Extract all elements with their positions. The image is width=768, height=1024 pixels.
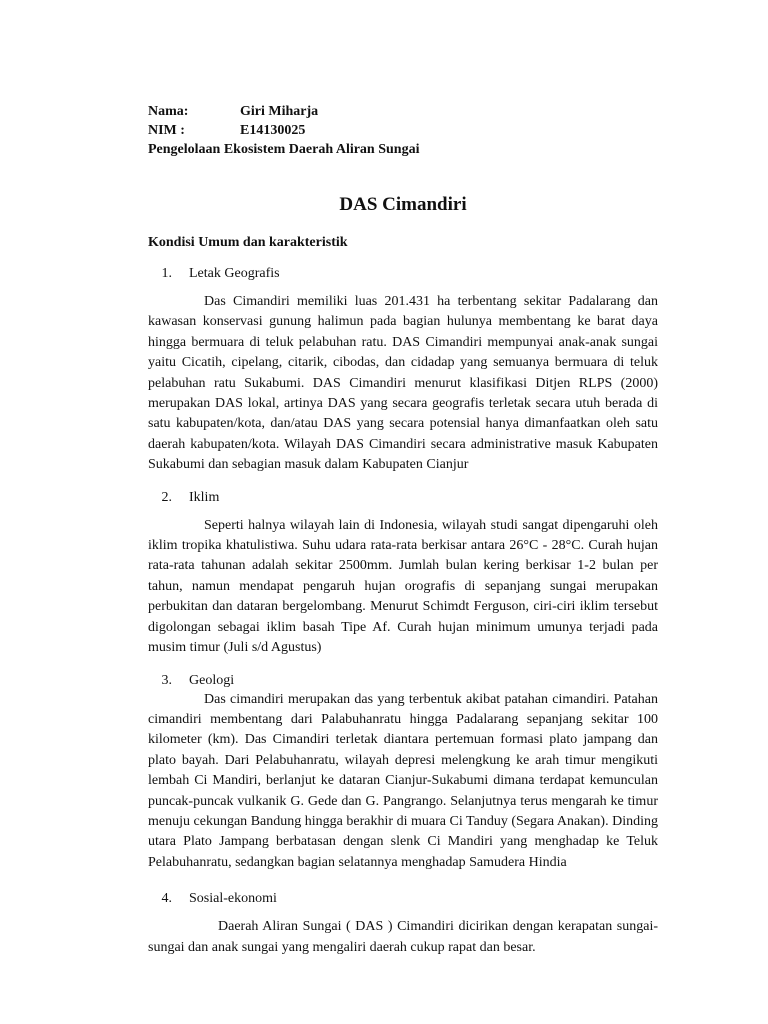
list-item-number: 2. <box>161 489 172 505</box>
paragraph-letak-geografis: Das Cimandiri memiliki luas 201.431 ha terbentang sekitar Padalarang dan kawasan konservasi gunung halimun pada bagian hulunya membentang ke barat daya hingga bermuara di teluk pelabuhan ratu. DAS Cimandiri mempunyai anak-anak sungai yaitu Cicatih, cipelang, citarik, cibodas, dan cidadap yang semuanya bermuara di teluk pelabuhan ratu Sukabumi. DAS Cimandiri menurut klasifikasi Ditjen RLPS (2000) merupakan DAS lokal, artinya DAS yang secara geografis terletak secara utuh berada di satu kabupaten/kota, dan/atau DAS yang secara potensial hanya dimanfaatkan oleh satu daerah kabupaten/kota. Wilayah DAS Cimandiri secara administrative masuk Kabupaten Sukabumi dan sebagian masuk dalam Kabupaten Cianjur <box>148 294 658 473</box>
course-title: Pengelolaan Ekosistem Daerah Aliran Sungai <box>148 142 420 157</box>
name-label: Nama: <box>148 104 189 119</box>
list-item-iklim <box>148 488 658 507</box>
list-item-letak-geografis <box>148 264 658 283</box>
name-value: Giri Miharja <box>240 104 319 119</box>
list-item-label: Letak Geografis <box>189 266 280 281</box>
paragraph-sosial-ekonomi: Daerah Aliran Sungai ( DAS ) Cimandiri dicirikan dengan kerapatan sungai-sungai dan anak sungai yang mengaliri daerah cukup rapat dan besar. <box>148 919 658 955</box>
paragraph-iklim: Seperti halnya wilayah lain di Indonesia, wilayah studi sangat dipengaruhi oleh iklim tropika khatulistiwa. Suhu udara rata-rata berkisar antara 26°C - 28°C. Curah hujan rata-rata tahunan adalah sekitar 2500mm. Jumlah bulan kering berkisar 1-2 bulan per tahun, namun mendapat pengaruh hujan orografis di sepanjang sungai merupakan perbukitan dan dataran bergelombang. Menurut Schimdt Ferguson, ciri-ciri iklim tersebut digolongan sebagai iklim basah Tipe Af. Curah hujan minimum umunya terjadi pada musim timur (Juli s/d Agustus) <box>148 517 658 656</box>
name-row <box>148 102 658 121</box>
list-item-label: Sosial-ekonomi <box>189 891 277 907</box>
list-item-label: Iklim <box>189 489 220 505</box>
list-item-geologi <box>148 671 658 690</box>
document-page <box>148 102 658 958</box>
document-title: DAS Cimandiri <box>339 194 467 215</box>
list-item-sosial-ekonomi <box>148 889 658 908</box>
paragraph-geologi: Das cimandiri merupakan das yang terbentuk akibat patahan cimandiri. Patahan cimandiri membentang dari Palabuhanratu hingga Padalarang sepanjang sekitar 100 kilometer (km). Das Cimandiri terletak diantara pertemuan formasi plato jampang dan plato bayah. Dari Pelabuhanratu, wilayah depresi melengkung ke arah timur mengikuti lembah Ci Mandiri, berlanjut ke dataran Cianjur-Sukabumi dimana terdapat kemunculan puncak-puncak vulkanik G. Gede dan G. Pangrango. Selanjutnya terus mengarah ke timur menuju cekungan Bandung hingga berakhir di muara Ci Tanduy (Segara Anakan). Dinding utara Plato Jampang berbatasan dengan slenk Ci Mandiri yang menghadap ke Teluk Pelabuhanratu, sedangkan bagian selatannya menghadap Samudera Hindia <box>148 691 658 870</box>
list-item-number: 1. <box>161 266 172 281</box>
list-item-label: Geologi <box>189 672 235 688</box>
list-item-number: 4. <box>161 891 172 907</box>
nim-label: NIM : <box>148 123 185 138</box>
list-item-number: 3. <box>161 672 172 688</box>
nim-row <box>148 121 658 140</box>
section-heading: Kondisi Umum dan karakteristik <box>148 235 348 250</box>
nim-value: E14130025 <box>240 123 306 138</box>
